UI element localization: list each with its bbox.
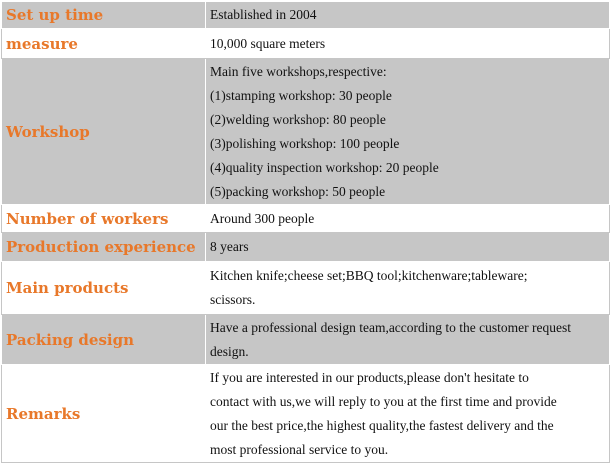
table-row <box>2 233 610 262</box>
row-value-line: our the best price,the highest quality,the fastest delivery and the <box>210 417 554 433</box>
row-value-line: Have a professional design team,according to the customer request <box>210 319 571 335</box>
row-value <box>206 262 610 315</box>
table-row <box>2 29 610 59</box>
row-value-line: Established in 2004 <box>210 7 317 22</box>
row-value <box>206 233 610 262</box>
row-value-line: Around 300 people <box>210 210 315 226</box>
row-value-line: contact with us,we will reply to you at the first time and provide <box>210 393 557 409</box>
row-value-line: (1)stamping workshop: 30 people <box>210 87 392 103</box>
row-value-line: Main five workshops,respective: <box>210 63 387 79</box>
row-label: Remarks <box>2 365 206 463</box>
row-value <box>206 29 610 59</box>
row-value-line: design. <box>210 343 249 359</box>
row-value-line: Kitchen knife;cheese set;BBQ tool;kitchenware;tableware; <box>210 268 528 283</box>
row-value <box>206 59 610 205</box>
table-row <box>2 205 610 233</box>
row-value <box>206 315 610 365</box>
row-label: measure <box>2 29 206 59</box>
row-label: Number of workers <box>2 205 206 233</box>
row-value-line: (3)polishing workshop: 100 people <box>210 135 400 151</box>
row-value-line: If you are interested in our products,please don't hesitate to <box>210 369 529 385</box>
row-value-line: (5)packing workshop: 50 people <box>210 183 386 199</box>
row-value-line: most professional service to you. <box>210 441 389 457</box>
company-info-table <box>1 1 610 463</box>
row-label: Packing design <box>2 315 206 365</box>
row-label: Main products <box>2 262 206 315</box>
table-row <box>2 315 610 365</box>
row-value-line: 8 years <box>210 239 249 254</box>
row-value-line: scissors. <box>210 292 256 307</box>
row-value-line: (2)welding workshop: 80 people <box>210 111 386 127</box>
row-value <box>206 205 610 233</box>
row-label: Workshop <box>2 59 206 205</box>
row-value-line: 10,000 square meters <box>210 35 326 51</box>
row-label: Production experience <box>2 233 206 262</box>
table-row <box>2 59 610 205</box>
table-row <box>2 365 610 463</box>
table-row <box>2 2 610 29</box>
row-value <box>206 365 610 463</box>
row-value-line: (4)quality inspection workshop: 20 people <box>210 159 439 175</box>
table-row <box>2 262 610 315</box>
row-label: Set up time <box>2 2 206 29</box>
row-value <box>206 2 610 29</box>
